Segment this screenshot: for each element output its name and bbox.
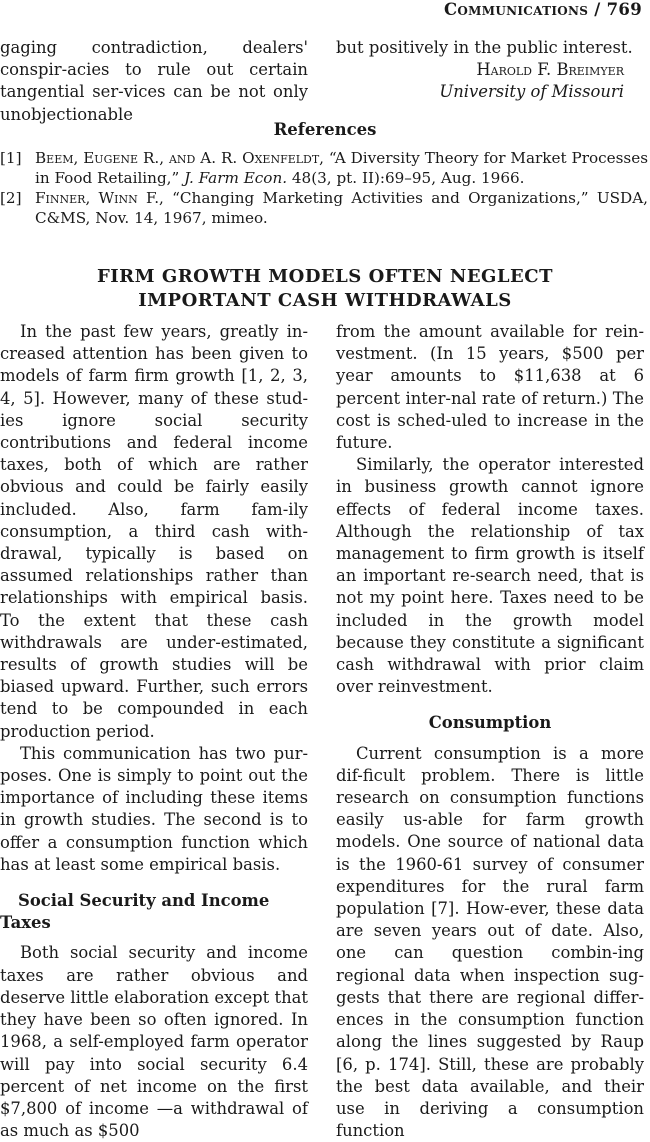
article-title — [0, 265, 650, 313]
reference-text: “A Diversity Theory for Market Processes in Food Retailing,” — [35, 149, 648, 187]
reference-number: [1] — [0, 149, 22, 167]
article-title-line-2: IMPORTANT CASH WITHDRAWALS — [138, 290, 512, 311]
section-heading-consumption: Consumption — [428, 713, 552, 733]
running-header — [444, 0, 642, 19]
journal-section-name: Communications — [443, 0, 589, 19]
body-paragraph: Current consumption is a more dif-ficult problem. There is little research on consumption functions easily us-able for farm growth models. One source of national data is the 1960-61 survey of consumer expenditures for the rural farm population [7]. How-ever, these data are seven years out of date. Also, one can question combin-ing regional data when inspection sug-gests that there are regional differ-ences in the consumption function along the lines suggested by Raup [6, p. 174]. Still, these are probably the best data available, and their use in deriving a consumption function — [336, 743, 644, 1141]
reference-authors: Beem, Eugene R., and A. R. Oxenfeldt, — [35, 149, 325, 167]
reference-details: 48(3, pt. II):69–95, Aug. 1966. — [287, 169, 525, 187]
body-paragraph: Similarly, the operator interested in business growth cannot ignore effects of federal income taxes. Although the relationship of tax management to firm growth is itself an important re-search need, that is not my point here. Taxes need to be included in the growth model because they constitute a significant cash withdrawal with prior claim over reinvestment. — [336, 455, 644, 697]
prior-article-closing-text: but positively in the public interest. — [336, 38, 633, 57]
body-paragraph: from the amount available for rein-vestment. (In 15 years, $500 per year amounts to $11,638 at 6 percent inter-nal rate of return.) The cost is sched-uled to increase in the future. — [336, 322, 644, 453]
article-title-line-1: FIRM GROWTH MODELS OFTEN NEGLECT — [96, 266, 554, 287]
section-heading-social-security: Social Security and Income Taxes — [0, 891, 270, 933]
prior-article-author: Harold F. Breimyer — [476, 60, 624, 80]
reference-item — [0, 188, 648, 228]
body-paragraph: In the past few years, greatly in-creased attention has been given to models of farm firm growth [1, 2, 3, 4, 5]. However, many of these stud-ies ignore social security contributions and federal income taxes, both of which are rather obvious and could be fairly easily included. Also, farm fam-ily consumption, a third cash with-drawal, typically is based on assumed relationships rather than relationships with empirical basis. To the extent that these cash withdrawals are under-estimated, results of growth studies will be biased upward. Further, such errors tend to be compounded in each production period. — [0, 322, 308, 741]
reference-journal: J. Farm Econ. — [184, 169, 288, 187]
prior-article-text: gaging contradiction, dealers' conspir-acies to rule out certain tangential ser-vices can be not only unobjectionable — [0, 38, 308, 124]
article-left-column — [0, 321, 308, 1142]
references-heading: References — [273, 120, 377, 139]
reference-authors: Finner, Winn F., — [35, 189, 164, 207]
body-paragraph: Both social security and income taxes are rather obvious and deserve little elaboration except that they have been so often ignored. In 1968, a self-employed farm operator will pay into social security 6.4 percent of net income on the first $7,800 of income —a withdrawal of as much as $500 — [0, 943, 308, 1141]
prior-article-affiliation: University of Missouri — [439, 82, 624, 102]
reference-item — [0, 148, 648, 188]
prior-article-left-column — [0, 37, 308, 126]
article-right-column — [336, 321, 644, 1142]
prior-article-right-column — [336, 37, 644, 104]
reference-list — [0, 148, 648, 228]
reference-text: “Changing Marketing Activities and Organizations,” USDA, C&MS, Nov. 14, 1967, mimeo. — [35, 189, 648, 227]
page-number: 769 — [606, 0, 642, 19]
body-paragraph: This communication has two pur-poses. One is simply to point out the importance of including these items in growth studies. The second is to offer a consumption function which has at least some empirical basis. — [0, 743, 308, 874]
reference-number: [2] — [0, 189, 22, 207]
header-separator: / — [588, 0, 607, 19]
